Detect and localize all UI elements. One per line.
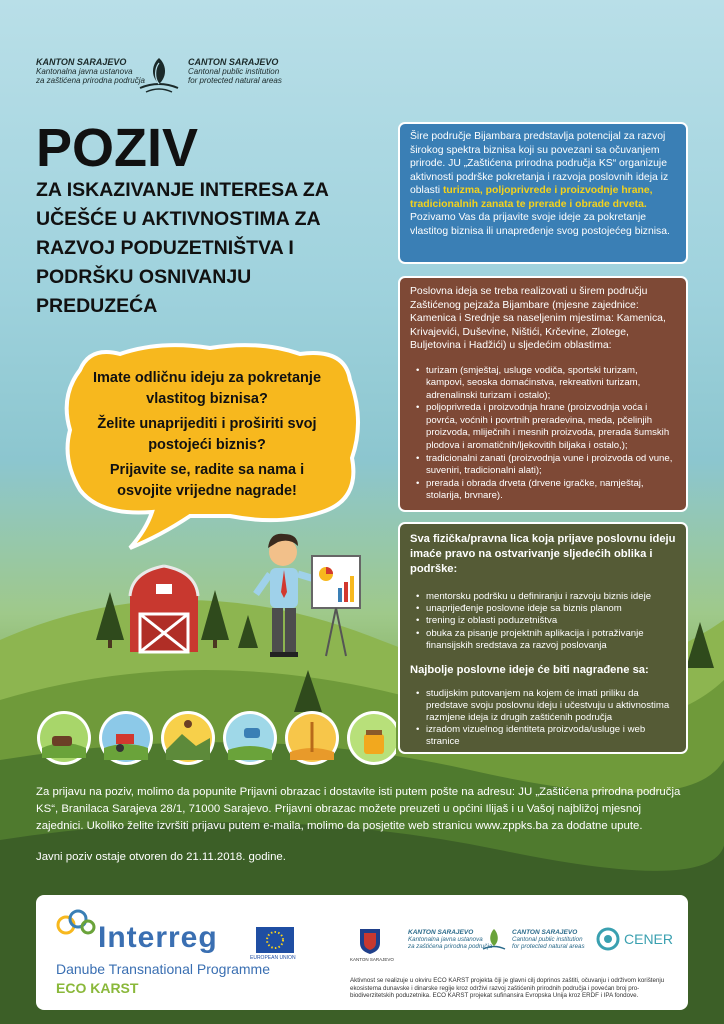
awards-heading: Najbolje poslovne ideje će biti nagrađene sa: xyxy=(410,664,649,677)
header-right-title: CANTON SARAJEVO xyxy=(188,57,279,67)
list-item: • izradom vizuelnog identiteta proizvoda/usluge i web stranice xyxy=(420,724,676,748)
page-subtitle: ZA ISKAZIVANJE INTERESA ZA UČEŠĆE U AKTIVNOSTIMA ZA RAZVOJ PODUZETNIŠTVA I PODRŠKU OSNIVANJU PREDUZEĆA xyxy=(36,179,329,317)
application-instructions: Za prijavu na poziv, molimo da popunite Prijavni obrazac i dostavite isti putem pošte na adresu: JU „Zaštićena prirodna područja KS“, Branilaca Sarajeva 28/1, 71000 Sarajevo. Prijavni obrazac možete preuzeti u općini Ilijaš i u Vašoj najbližoj mjesnoj zajednici. Ukoliko želite izvršiti prijavu putem e-maila, molimo da posjetite web stranicu www.zppks.ba za dodatne upute. xyxy=(36,786,681,832)
hiking-icon xyxy=(161,711,215,765)
cow-farming-icon xyxy=(37,711,91,765)
zppks-logo-icon xyxy=(136,54,182,94)
presenter-illustration xyxy=(248,528,368,662)
header-right-line2: for protected natural areas xyxy=(188,76,282,85)
awards-list xyxy=(410,688,676,749)
bubble-call-to-action: Prijavite se, radite sa nama i osvojite vrijedne nagrade! xyxy=(109,462,305,499)
list-item: • trening iz oblasti poduzetništva xyxy=(420,615,676,627)
header-left-line1: Kantonalna javna ustanova xyxy=(36,67,133,76)
footer-logos xyxy=(36,895,688,1010)
honey-icon xyxy=(347,711,396,765)
header-left-line2: za zaštićena prirodna područja xyxy=(36,76,145,85)
list-item: • turizam (smještaj, usluge vodiča, sportski turizam, kampovi, seoska domaćinstva, rekreativni turizam, adrenalinski turizam i ostalo); xyxy=(420,365,676,403)
cener-wordmark: CENER xyxy=(624,931,674,947)
project-name: ECO KARST xyxy=(56,980,139,996)
deadline-text: Javni poziv ostaje otvoren do 21.11.2018. godine. xyxy=(36,851,286,863)
bubble-question-1: Imate odličnu ideju za pokretanje vlastitog biznisa? xyxy=(92,370,322,407)
footer-right-line1: Cantonal public institution xyxy=(512,936,583,943)
barn-icon xyxy=(124,562,204,654)
cener-logo-icon xyxy=(596,927,620,951)
header-right xyxy=(188,58,282,85)
footer-zppks-right xyxy=(512,929,585,950)
ks-coat-of-arms-icon xyxy=(358,927,382,955)
list-item: • prerada i obrada drveta (drvene igračke, namještaj, stolarija, brvnare). xyxy=(420,478,676,503)
list-item: • mentorsku podršku u definiranju i razvoju biznis ideje xyxy=(420,591,676,603)
intro-invitation: Pozivamo Vas da prijavite svoje ideje za pokretanje vlastitog biznisa ili unapređenje svog postojećeg biznisa. xyxy=(410,212,670,237)
header-right-line1: Cantonal public institution xyxy=(188,67,280,76)
eu-label: EUROPEAN UNION xyxy=(250,955,296,961)
footer-right-line2: for protected natural areas xyxy=(512,943,585,950)
ks-label: KANTON SARAJEVO xyxy=(350,957,394,962)
interreg-wordmark: Interreg xyxy=(98,921,218,954)
interreg-logo-icon xyxy=(54,905,100,939)
bubble-question-2: Želite unaprijediti i proširiti svoj postojeći biznis? xyxy=(97,416,317,453)
header-left xyxy=(36,58,145,85)
watering-icon xyxy=(223,711,277,765)
footer-right-title: CANTON SARAJEVO xyxy=(512,929,578,936)
intro-highlight: turizma, poljoprivrede i proizvodnje hrane, tradicionalnih zanata te prerade i obrade drveta. xyxy=(410,185,653,210)
activity-icons-row xyxy=(36,708,396,768)
areas-intro: Poslovna ideja se treba realizovati u širem području Zaštićenog pejzaža Bijambare (mjesne zajednice: Kamenica i Srednje sa naseljenim mjestima: Kamenica, Krivajevići, Duševine, Ništići, Krčevine, Zlotege, Buljetovina i Hadžići) u sljedećim oblastima: xyxy=(410,286,666,351)
bubble-text xyxy=(82,368,332,506)
support-panel xyxy=(398,522,688,754)
list-item: • tradicionalni zanati (proizvodnja vune i proizvoda od vune, suveniri, tradicionalni alati); xyxy=(420,453,676,478)
zppks-footer-logo-icon xyxy=(480,927,508,953)
tractor-icon xyxy=(99,711,153,765)
list-item: • obuka za pisanje projektnih aplikacija i potraživanje finansijskih sredstava za razvoj poslovanja xyxy=(420,628,676,652)
intro-panel xyxy=(398,122,688,264)
eu-flag-icon xyxy=(256,927,294,953)
footer-disclaimer: Aktivnost se realizuje u okviru ECO KARST projekta čiji je glavni cilj doprinos zaštiti, očuvanju i održivom korištenju ekosistema dunavske i dinarske regije kroz održivi razvoj zaštićenih prirodnih područja i povećan broj pro-biodiverzitetskih poduzetnika. ECO KARST projekat sufinansira Evropska Unija kroz ERDF i IPA fondove. xyxy=(350,977,665,1000)
footer-left-title: KANTON SARAJEVO xyxy=(408,929,474,936)
page-title: POZIV xyxy=(36,118,199,178)
footer-left-line1: Kantonalna javna ustanova xyxy=(408,936,483,943)
list-item: • poljoprivreda i proizvodnja hrane (proizvodnja voća i povrća, voćnih i povrtnih preradevina, meda, pčelinjih proizvoda, mliječnih i mesnih proizvoda, prerada šumskih plodova i aromatičnih/ljekovitih biljaka i ostalo,); xyxy=(420,402,676,452)
footer-left-line2: za zaštićena prirodna područja xyxy=(408,943,493,950)
header-left-title: KANTON SARAJEVO xyxy=(36,57,127,67)
intro-text: Šire područje Bijambara predstavlja potencijal za razvoj širokog spektra biznisa koji su povezani sa očuvanjem prirode. JU „Zaštićena prirodna područja KS“ organizuje aktivnosti podrške pokretanja i razvoja poslovnih ideja iz oblasti xyxy=(410,131,669,196)
list-item: • studijskim putovanjem na kojem će imati priliku da predstave svoju poslovnu ideju i učestvuju u aktivnostima razmjene ideja iz drugih zaštićenih područja xyxy=(420,688,676,725)
programme-name: Danube Transnational Programme xyxy=(56,961,271,977)
support-list xyxy=(410,591,676,652)
list-item: • unaprijeđenje poslovne ideje sa biznis planom xyxy=(420,603,676,615)
wheat-icon xyxy=(285,711,339,765)
areas-list xyxy=(410,365,676,504)
areas-panel xyxy=(398,276,688,512)
support-heading: Sva fizička/pravna lica koja prijave poslovnu ideju imaće pravo na ostvarivanje sljedećih oblika i podrške: xyxy=(410,533,676,575)
